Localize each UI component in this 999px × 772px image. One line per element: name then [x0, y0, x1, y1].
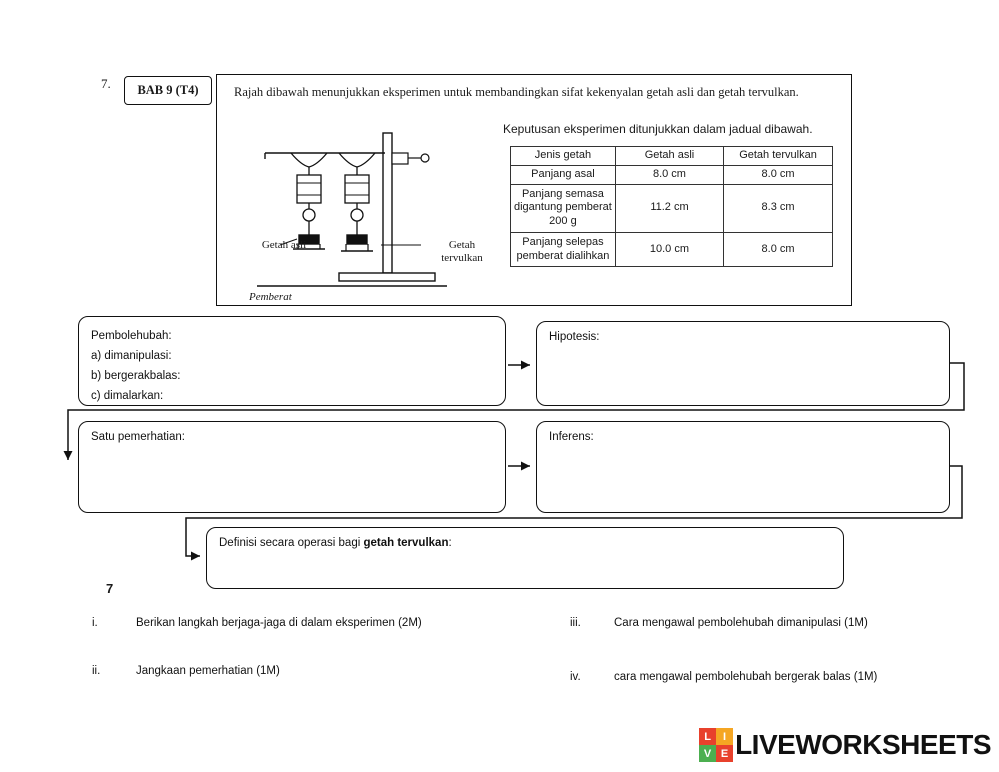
- pembolehubah-c: c) dimalarkan:: [91, 390, 164, 403]
- table-cell-tervulkan: 8.3 cm: [724, 184, 833, 232]
- table-cell-label: Panjang selepas pemberat dialihkan: [511, 232, 616, 267]
- subquestion-text: Cara mengawal pembolehubah dimanipulasi (1M): [614, 617, 868, 629]
- subquestion-number: ii.: [92, 665, 101, 677]
- table-cell-asli: 8.0 cm: [615, 165, 723, 184]
- results-caption: Keputusan eksperimen ditunjukkan dalam jadual dibawah.: [503, 122, 813, 136]
- chapter-badge: BAB 9 (T4): [124, 76, 212, 105]
- hipotesis-title: Hipotesis:: [549, 331, 600, 343]
- definisi-box[interactable]: [206, 527, 844, 589]
- table-header-cell: Getah asli: [615, 147, 723, 166]
- subquestion-number: iii.: [570, 617, 581, 629]
- definisi-bold-term: getah tervulkan: [363, 537, 449, 549]
- pemerhatian-title: Satu pemerhatian:: [91, 431, 185, 443]
- results-table: [510, 146, 833, 267]
- inferens-title: Inferens:: [549, 431, 594, 443]
- logo-letter-v: V: [699, 745, 716, 762]
- table-cell-label: Panjang semasa digantung pemberat 200 g: [511, 184, 616, 232]
- diagram-label-right: Getah tervulkan: [441, 239, 483, 264]
- question-panel: [216, 74, 852, 306]
- subquestion-number: i.: [92, 617, 98, 629]
- definisi-suffix: :: [448, 537, 452, 549]
- question-number: 7.: [101, 76, 111, 91]
- table-cell-tervulkan: 8.0 cm: [724, 232, 833, 267]
- table-header-row: [511, 147, 833, 166]
- subquestion-text: Berikan langkah berjaga-jaga di dalam eksperimen (2M): [136, 617, 422, 629]
- question-intro-text: Rajah dibawah menunjukkan eksperimen untuk membandingkan sifat kekenyalan getah asli dan getah tervulkan.: [234, 85, 799, 99]
- subquestion-number: iv.: [570, 671, 581, 683]
- table-cell-label: Panjang asal: [511, 165, 616, 184]
- table-header-cell: Jenis getah: [511, 147, 616, 166]
- table-row: [511, 165, 833, 184]
- liveworksheets-wordmark: LIVEWORKSHEETS: [735, 729, 991, 760]
- table-cell-asli: 11.2 cm: [615, 184, 723, 232]
- logo-letter-i: I: [716, 728, 733, 745]
- pembolehubah-title: Pembolehubah:: [91, 330, 172, 342]
- table-cell-tervulkan: 8.0 cm: [724, 165, 833, 184]
- logo-letter-e: E: [716, 745, 733, 762]
- pembolehubah-b: b) bergerakbalas:: [91, 370, 181, 383]
- page-number: 7: [106, 581, 114, 596]
- table-header-cell: Getah tervulkan: [724, 147, 833, 166]
- subquestion-text: Jangkaan pemerhatian (1M): [136, 665, 280, 677]
- definisi-title: [207, 528, 843, 549]
- inferens-box[interactable]: [536, 421, 950, 513]
- pembolehubah-box[interactable]: [78, 316, 506, 406]
- table-cell-asli: 10.0 cm: [615, 232, 723, 267]
- pemerhatian-box[interactable]: [78, 421, 506, 513]
- apparatus-diagram: [235, 123, 485, 303]
- logo-letter-l: L: [699, 728, 716, 745]
- table-row: [511, 184, 833, 232]
- definisi-prefix: Definisi secara operasi bagi: [219, 537, 364, 549]
- subquestion-text: cara mengawal pembolehubah bergerak balas (1M): [614, 671, 878, 683]
- diagram-label-weight: Pemberat: [249, 291, 292, 303]
- liveworksheets-mark-icon: [699, 728, 733, 762]
- pembolehubah-a: a) dimanipulasi:: [91, 350, 172, 363]
- diagram-label-left: Getah asli: [261, 239, 307, 251]
- liveworksheets-logo: [699, 728, 991, 762]
- hipotesis-box[interactable]: [536, 321, 950, 406]
- table-row: [511, 232, 833, 267]
